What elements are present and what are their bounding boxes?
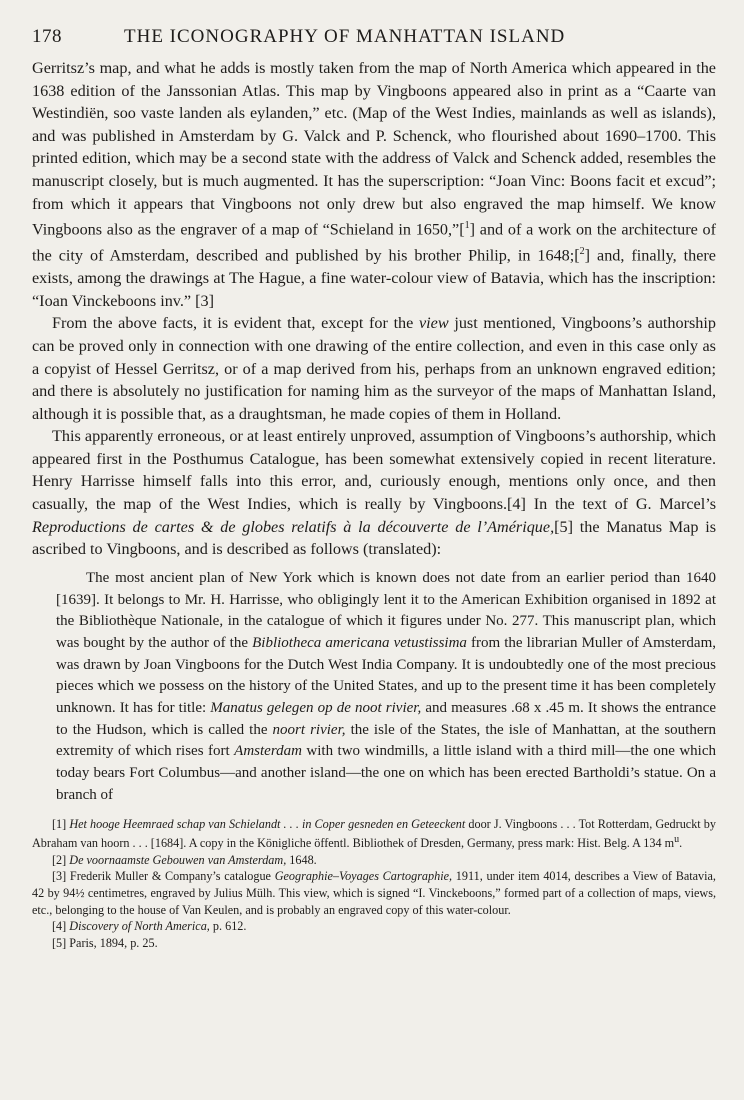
footnotes <box>32 816 716 952</box>
block-quote <box>32 568 716 807</box>
paragraph-3: This apparently erroneous, or at least entirely unproved, assumption of Vingboons’s authorship, which appeared first in the Posthumus Catalogue, has been somewhat extensively copied in recent literature. Henry Harrisse himself falls into this error, and, curiously enough, mentions only once, and then casually, the map of the West Indies, which is really by Vingboons.[4] In the text of G. Marcel’s Reproductions de cartes & de globes relatifs à la découverte de l’Amérique,[5] the Manatus Map is ascribed to Vingboons, and is described as follows (translated): <box>32 427 716 559</box>
page-number: 178 <box>32 26 62 47</box>
footnote-4: [4] Discovery of North America, p. 612. <box>52 919 247 934</box>
paragraph-2: From the above facts, it is evident that, except for the view just mentioned, Vingboons’s authorship can be proved only in connection with one drawing of the entire collection, and even in this case only as a copyist of Hessel Gerritsz, or of a map derived from his, perhaps from an unknown engraved edition; and there is absolutely no justification for naming him as the surveyor of the maps of Manhattan Island, although it is possible that, as a draughtsman, he made copies of them in Holland. <box>32 314 716 423</box>
footnote-3: [3] Frederik Muller & Company’s catalogue Geographie–Voyages Cartographie, 1911, under item 4014, describes a View of Batavia, 42 by 94½ centimetres, engraved by Julius Mülh. This view, which is signed “I. Vinckeboons,” formed part of a collection of maps, views, etc., belonging to the house of Van Keulen, and is probably an engraved copy of this water-colour. <box>32 869 716 917</box>
footnote-5: [5] Paris, 1894, p. 25. <box>52 935 158 950</box>
paragraph-1: Gerritsz’s map, and what he adds is mostly taken from the map of North America which appeared in the 1638 edition of the Janssonian Atlas. This map by Vingboons appeared also in print as a “Caarte van Westindiën, soo vaste landen als eylanden,” etc. (Map of the West Indies, mainlands as well as islands), and was published in Amsterdam by G. Valck and P. Schenck, who flourished about 1690–1700. This printed edition, which may be a second state with the address of Valck and Schenck added, resembles the manuscript closely, but is much augmented. It has the superscription: “Joan Vinc: Boons facit et excud”; from which it appears that Vingboons not only drew but also engraved the map himself. We know Vingboons also as the engraver of a map of “Schieland in 1650,”[$^1$] and of a work on the architecture of the city of Amsterdam, described and published by his brother Philip, in 1648;[$^2$] and, finally, there exists, among the drawings at The Hague, a fine water-colour view of Batavia, which has the inscription: “Ioan Vinckeboons inv.” [3] <box>32 59 716 310</box>
body-text <box>32 57 716 561</box>
page-header <box>32 26 716 54</box>
running-title: THE ICONOGRAPHY OF MANHATTAN ISLAND <box>124 26 566 47</box>
footnote-1: [1] Het hooge Heemraed schap van Schielandt . . . in Coper gesneden en Geteeckent door J. Vingboons . . . Tot Rotterdam, Gedruckt by Abraham van hoorn . . . [1684]. A copy in the Königliche öffentl. Bibliothek of Dresden, Germany, press mark: Hist. Belg. A 134 $m^u$. <box>32 816 716 851</box>
footnote-2: [2] De voornaamste Gebouwen van Amsterdam, 1648. <box>52 852 317 867</box>
quote-text: The most ancient plan of New York which is known does not date from an earlier period than 1640 [1639]. It belongs to Mr. H. Harrisse, who obligingly lent it to the American Exhibition organised in 1892 at the Bibliothèque Nationale, in the catalogue of which it figures under No. 277. This manuscript plan, which was bought by the author of the Bibliotheca americana vetustissima from the librarian Muller of Amsterdam, was drawn by Joan Vingboons for the Dutch West India Company. It is undoubtedly one of the most precious pieces which we possess on the history of the United States, and up to the present time it has been completely unknown. It has for title: Manatus gelegen op de noot rivier, and measures .68 x .45 m. It shows the entrance to the Hudson, which is called the noort rivier, the isle of the States, the isle of Manhattan, at the southern extremity of which rises fort Amsterdam with two windmills, a little island with a third mill—the one which today bears Fort Columbus—and another island—the one on which has been erected Bartholdi’s statue. On a branch of <box>56 569 716 803</box>
